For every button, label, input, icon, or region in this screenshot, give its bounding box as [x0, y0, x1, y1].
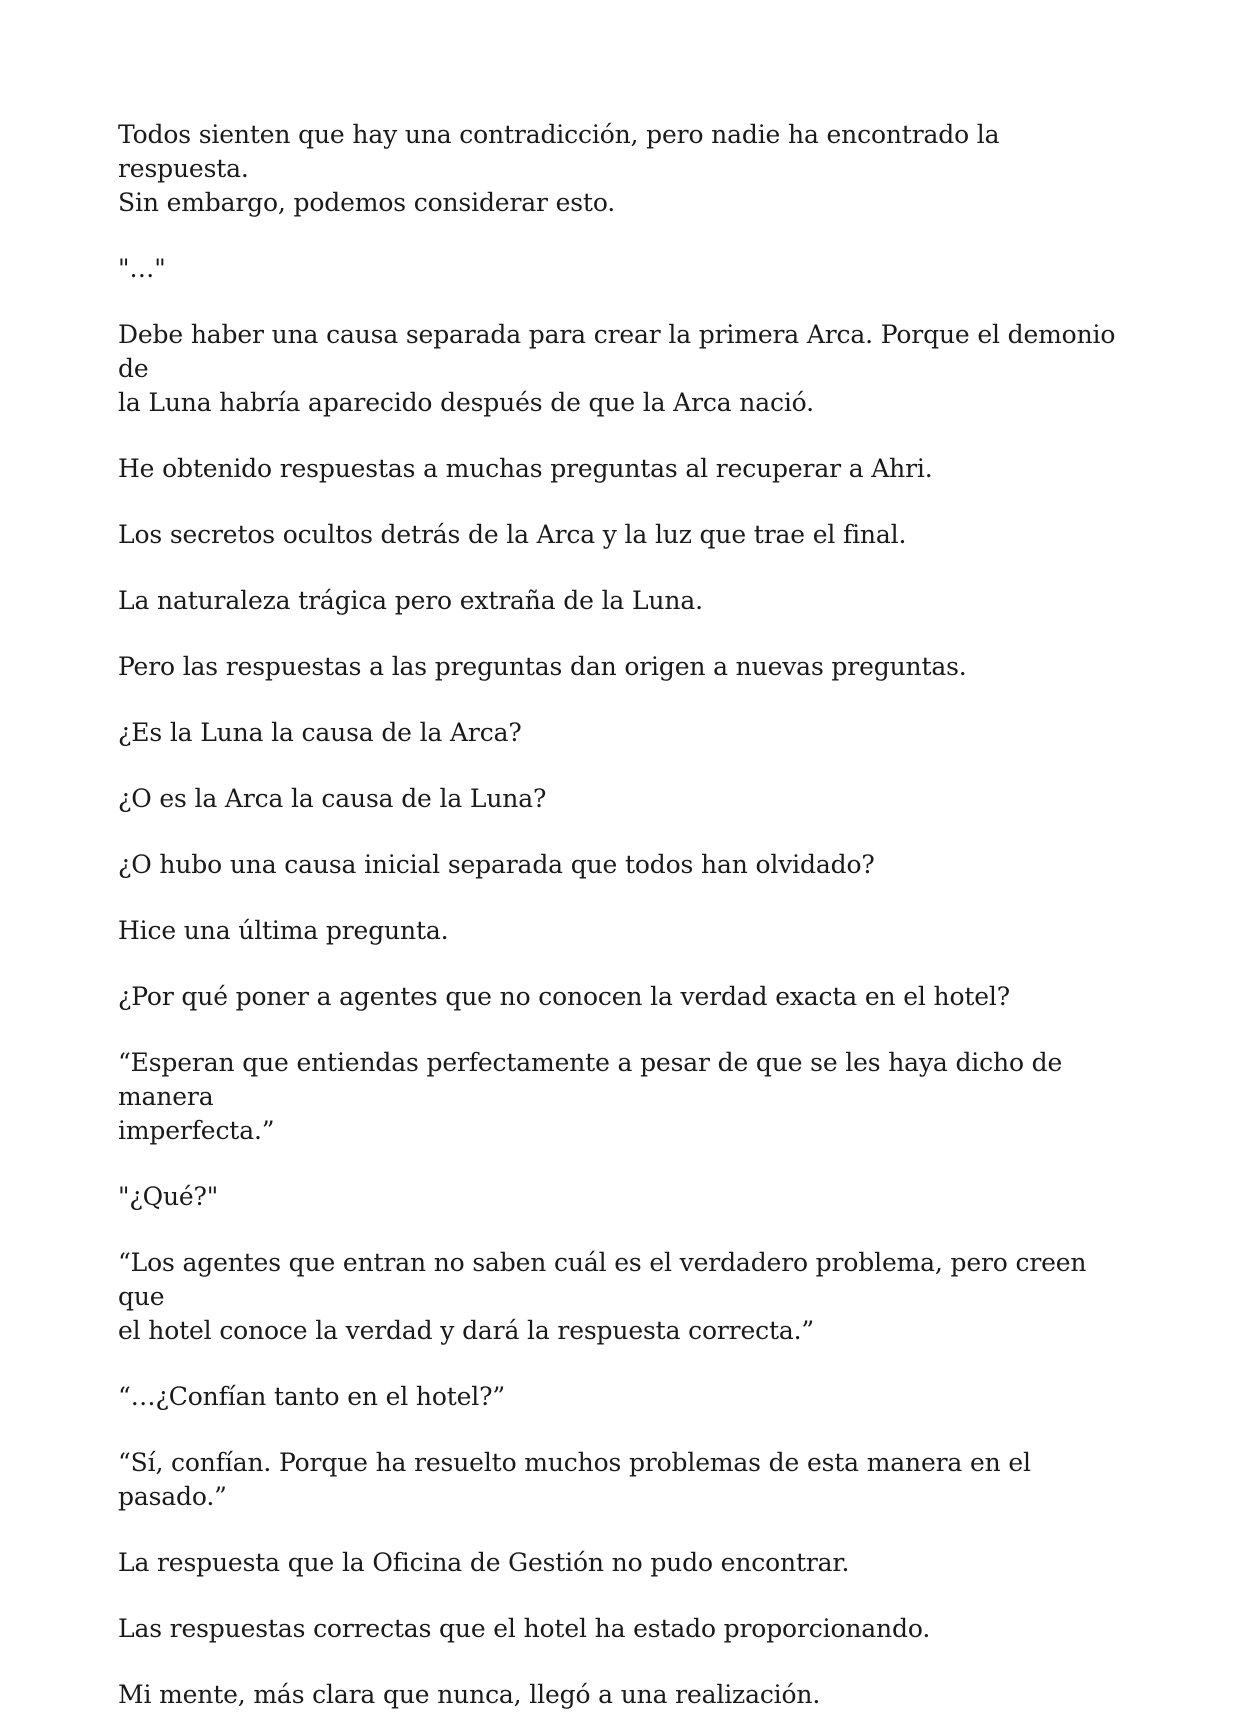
paragraph: Las respuestas correctas que el hotel ha estado proporcionando. — [118, 1614, 931, 1643]
document-body — [118, 118, 1128, 1712]
paragraph: “Sí, confían. Porque ha resuelto muchos problemas de esta manera en el pasado.” — [118, 1448, 1039, 1511]
paragraph: La naturaleza trágica pero extraña de la Luna. — [118, 586, 703, 615]
paragraph: "¿Qué?" — [118, 1182, 219, 1211]
paragraph: La respuesta que la Oficina de Gestión no pudo encontrar. — [118, 1548, 850, 1577]
paragraph: Pero las respuestas a las preguntas dan origen a nuevas preguntas. — [118, 652, 967, 681]
paragraph: "…" — [118, 254, 166, 283]
paragraph: Hice una última pregunta. — [118, 916, 449, 945]
paragraph: “…¿Confían tanto en el hotel?” — [118, 1382, 506, 1411]
paragraph: ¿Por qué poner a agentes que no conocen la verdad exacta en el hotel? — [118, 982, 1011, 1011]
paragraph: Los secretos ocultos detrás de la Arca y la luz que trae el final. — [118, 520, 907, 549]
paragraph: ¿O hubo una causa inicial separada que todos han olvidado? — [118, 850, 875, 879]
paragraph: Debe haber una causa separada para crear la primera Arca. Porque el demonio de la Luna habría aparecido después de que la Arca nació. — [118, 320, 1116, 417]
paragraph: Todos sienten que hay una contradicción, pero nadie ha encontrado la respuesta. Sin embargo, podemos considerar esto. — [118, 120, 1000, 217]
paragraph: “Esperan que entiendas perfectamente a pesar de que se les haya dicho de manera imperfecta.” — [118, 1048, 1063, 1145]
paragraph: ¿O es la Arca la causa de la Luna? — [118, 784, 547, 813]
paragraph: Mi mente, más clara que nunca, llegó a una realización. — [118, 1680, 821, 1709]
paragraph: He obtenido respuestas a muchas preguntas al recuperar a Ahri. — [118, 454, 933, 483]
paragraph: ¿Es la Luna la causa de la Arca? — [118, 718, 522, 747]
paragraph: “Los agentes que entran no saben cuál es el verdadero problema, pero creen que el hotel conoce la verdad y dará la respuesta correcta.” — [118, 1248, 1087, 1345]
